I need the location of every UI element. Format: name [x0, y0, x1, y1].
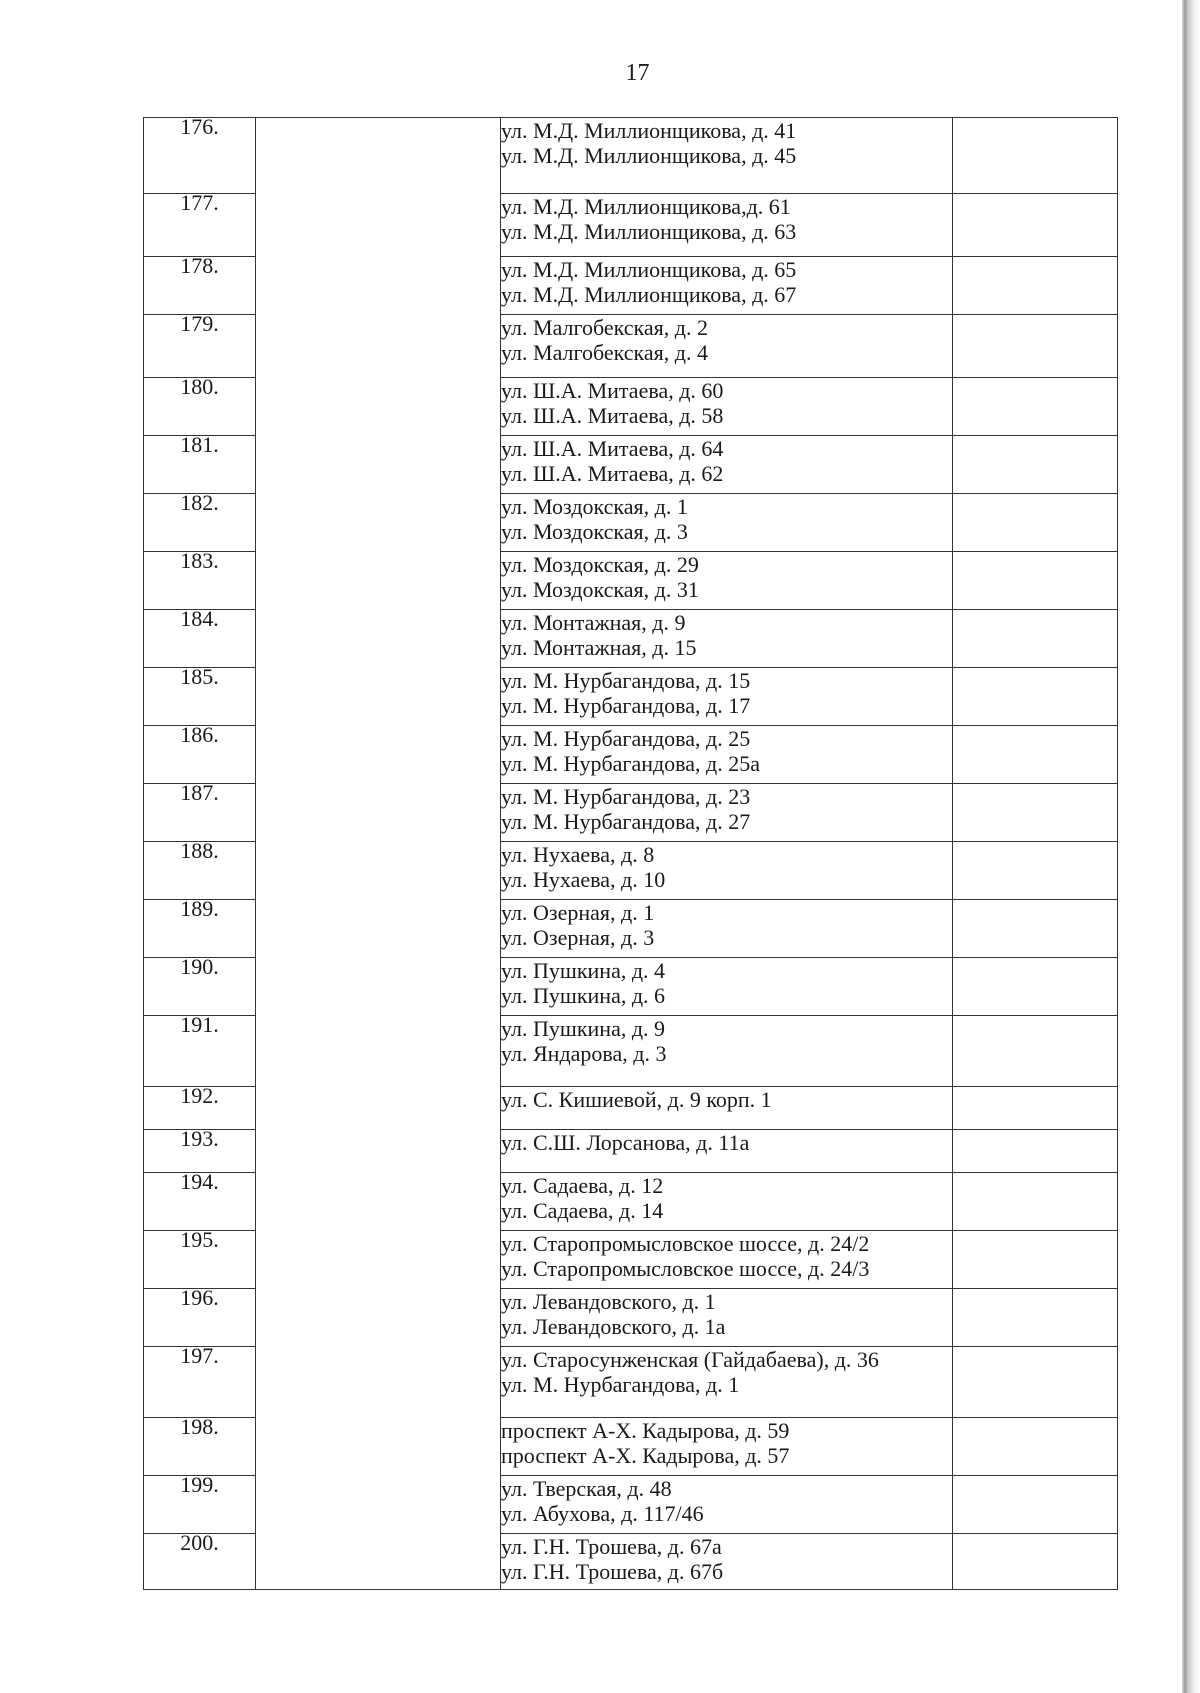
row-number: 184. — [180, 606, 219, 631]
row-number-cell — [144, 1169, 256, 1231]
address-line: ул. Старопромысловское шоссе, д. 24/2 — [501, 1231, 870, 1256]
row-number-cell — [144, 1083, 256, 1130]
row-number: 178. — [180, 253, 219, 278]
address-cell — [501, 610, 953, 668]
address-line: ул. М. Нурбагандова, д. 1 — [501, 1372, 740, 1397]
row-number-cell — [144, 1472, 256, 1534]
address-line: ул. Малгобекская, д. 2 — [501, 315, 708, 340]
row-number: 194. — [180, 1169, 219, 1194]
row-number-cell — [144, 374, 256, 436]
address-cell — [501, 194, 953, 257]
table-row — [144, 118, 1118, 194]
row-number: 181. — [180, 432, 219, 457]
address-line: ул. Садаева, д. 12 — [501, 1173, 664, 1198]
address-line: ул. Моздокская, д. 29 — [501, 552, 699, 577]
empty-cell — [953, 378, 1118, 436]
address-cell — [501, 315, 953, 378]
address-line: ул. Садаева, д. 14 — [501, 1198, 664, 1223]
address-cell — [501, 552, 953, 610]
empty-cell — [953, 118, 1118, 194]
empty-cell — [953, 1289, 1118, 1347]
scan-edge-shadow — [1182, 0, 1200, 1693]
address-line: ул. Моздокская, д. 3 — [501, 519, 688, 544]
row-number-cell — [144, 1343, 256, 1418]
address-cell — [501, 1231, 953, 1289]
row-number-cell — [144, 954, 256, 1016]
address-cell — [501, 958, 953, 1016]
row-number: 187. — [180, 780, 219, 805]
address-line: ул. Монтажная, д. 9 — [501, 610, 686, 635]
address-table-body — [144, 114, 1118, 1590]
row-number-cell — [144, 838, 256, 900]
row-number-cell — [144, 311, 256, 378]
address-line: ул. М.Д. Миллионщикова, д. 63 — [501, 219, 797, 244]
row-number-cell — [144, 114, 256, 194]
address-line: проспект А-Х. Кадырова, д. 59 — [501, 1418, 790, 1443]
address-cell — [501, 726, 953, 784]
row-number-cell — [144, 432, 256, 494]
address-cell — [501, 1476, 953, 1534]
row-number: 176. — [180, 114, 219, 139]
address-line: ул. М.Д. Миллионщикова, д. 67 — [501, 282, 797, 307]
empty-cell — [953, 436, 1118, 494]
address-line: ул. Пушкина, д. 9 — [501, 1016, 666, 1041]
row-number-cell — [144, 780, 256, 842]
address-line: ул. Озерная, д. 3 — [501, 925, 655, 950]
row-number: 195. — [180, 1227, 219, 1252]
row-number: 197. — [180, 1343, 219, 1368]
address-line: ул. М.Д. Миллионщикова, д. 65 — [501, 257, 797, 282]
row-number: 193. — [180, 1126, 219, 1151]
empty-cell — [953, 494, 1118, 552]
address-line: ул. Г.Н. Трошева, д. 67б — [501, 1559, 724, 1584]
address-line: ул. Моздокская, д. 1 — [501, 494, 688, 519]
address-line: ул. М.Д. Миллионщикова, д. 45 — [501, 143, 797, 168]
address-line: ул. Пушкина, д. 6 — [501, 983, 666, 1008]
address-cell — [501, 378, 953, 436]
row-number-cell — [144, 722, 256, 784]
address-line: ул. Озерная, д. 1 — [501, 900, 655, 925]
row-number-cell — [144, 1530, 256, 1590]
row-number: 188. — [180, 838, 219, 863]
empty-cell — [953, 726, 1118, 784]
address-line: ул. Абухова, д. 117/46 — [501, 1501, 704, 1526]
address-line: ул. М.Д. Миллионщикова,д. 61 — [501, 194, 791, 219]
empty-cell — [953, 1173, 1118, 1231]
merged-empty-cell — [256, 118, 501, 1590]
empty-cell — [953, 784, 1118, 842]
address-cell — [501, 842, 953, 900]
address-line: ул. М.Д. Миллионщикова, д. 41 — [501, 118, 797, 143]
row-number: 177. — [180, 190, 219, 215]
empty-cell — [953, 194, 1118, 257]
address-cell — [501, 1534, 953, 1590]
address-line: ул. Старопромысловское шоссе, д. 24/3 — [501, 1256, 870, 1281]
address-line: ул. Левандовского, д. 1а — [501, 1314, 726, 1339]
address-line: ул. Тверская, д. 48 — [501, 1476, 672, 1501]
row-number: 196. — [180, 1285, 219, 1310]
address-cell — [501, 1016, 953, 1087]
address-line: ул. Малгобекская, д. 4 — [501, 340, 708, 365]
address-line: ул. Ш.А. Митаева, д. 58 — [501, 403, 724, 428]
row-number-cell — [144, 606, 256, 668]
row-number-cell — [144, 548, 256, 610]
row-number: 183. — [180, 548, 219, 573]
address-cell — [501, 900, 953, 958]
row-number: 180. — [180, 374, 219, 399]
address-line: ул. Пушкина, д. 4 — [501, 958, 666, 983]
address-line: ул. Нухаева, д. 8 — [501, 842, 655, 867]
row-number: 182. — [180, 490, 219, 515]
empty-cell — [953, 668, 1118, 726]
address-cell — [501, 1173, 953, 1231]
row-number: 190. — [180, 954, 219, 979]
empty-cell — [953, 1016, 1118, 1087]
empty-cell — [953, 842, 1118, 900]
address-line: ул. М. Нурбагандова, д. 15 — [501, 668, 751, 693]
address-table — [143, 114, 1118, 1590]
address-line: ул. М. Нурбагандова, д. 23 — [501, 784, 751, 809]
address-cell — [501, 1347, 953, 1418]
row-number: 198. — [180, 1414, 219, 1439]
row-number: 186. — [180, 722, 219, 747]
row-number-cell — [144, 1126, 256, 1173]
row-number: 192. — [180, 1083, 219, 1108]
empty-cell — [953, 315, 1118, 378]
address-line: ул. Ш.А. Митаева, д. 60 — [501, 378, 724, 403]
address-line: проспект А-Х. Кадырова, д. 57 — [501, 1443, 790, 1468]
address-line: ул. С. Кишиевой, д. 9 корп. 1 — [501, 1087, 772, 1112]
row-number: 179. — [180, 311, 219, 336]
address-line: ул. Г.Н. Трошева, д. 67а — [501, 1534, 722, 1559]
row-number-cell — [144, 1227, 256, 1289]
empty-cell — [953, 1087, 1118, 1130]
address-line: ул. М. Нурбагандова, д. 25а — [501, 751, 760, 776]
address-cell — [501, 1130, 953, 1173]
empty-cell — [953, 1231, 1118, 1289]
empty-cell — [953, 900, 1118, 958]
address-cell — [501, 668, 953, 726]
address-line: ул. Старосунженская (Гайдабаева), д. 36 — [501, 1347, 879, 1372]
address-line: ул. М. Нурбагандова, д. 25 — [501, 726, 751, 751]
address-line: ул. Монтажная, д. 15 — [501, 635, 697, 660]
row-number-cell — [144, 190, 256, 257]
address-cell — [501, 436, 953, 494]
row-number: 185. — [180, 664, 219, 689]
row-number-cell — [144, 1012, 256, 1087]
address-line: ул. Моздокская, д. 31 — [501, 577, 699, 602]
empty-cell — [953, 1418, 1118, 1476]
address-line: ул. Яндарова, д. 3 — [501, 1041, 667, 1066]
empty-cell — [953, 1534, 1118, 1590]
row-number-cell — [144, 253, 256, 315]
row-number: 191. — [180, 1012, 219, 1037]
address-line: ул. С.Ш. Лорсанова, д. 11а — [501, 1130, 750, 1155]
empty-cell — [953, 1347, 1118, 1418]
empty-cell — [953, 610, 1118, 668]
empty-cell — [953, 1130, 1118, 1173]
empty-cell — [953, 958, 1118, 1016]
row-number-cell — [144, 664, 256, 726]
address-cell — [501, 118, 953, 194]
empty-cell — [953, 1476, 1118, 1534]
row-number-cell — [144, 1414, 256, 1476]
address-line: ул. Левандовского, д. 1 — [501, 1289, 716, 1314]
row-number-cell — [144, 490, 256, 552]
row-number: 189. — [180, 896, 219, 921]
address-line: ул. М. Нурбагандова, д. 17 — [501, 693, 751, 718]
row-number-cell — [144, 896, 256, 958]
address-line: ул. Нухаева, д. 10 — [501, 867, 666, 892]
row-number: 199. — [180, 1472, 219, 1497]
address-cell — [501, 1289, 953, 1347]
address-line: ул. Ш.А. Митаева, д. 62 — [501, 461, 724, 486]
address-cell — [501, 784, 953, 842]
address-line: ул. М. Нурбагандова, д. 27 — [501, 809, 751, 834]
address-cell — [501, 1418, 953, 1476]
empty-cell — [953, 552, 1118, 610]
page-number: 17 — [625, 60, 650, 86]
row-number: 200. — [180, 1530, 219, 1555]
address-cell — [501, 257, 953, 315]
address-cell — [501, 1087, 953, 1130]
address-cell — [501, 494, 953, 552]
address-line: ул. Ш.А. Митаева, д. 64 — [501, 436, 724, 461]
row-number-cell — [144, 1285, 256, 1347]
empty-cell — [953, 257, 1118, 315]
